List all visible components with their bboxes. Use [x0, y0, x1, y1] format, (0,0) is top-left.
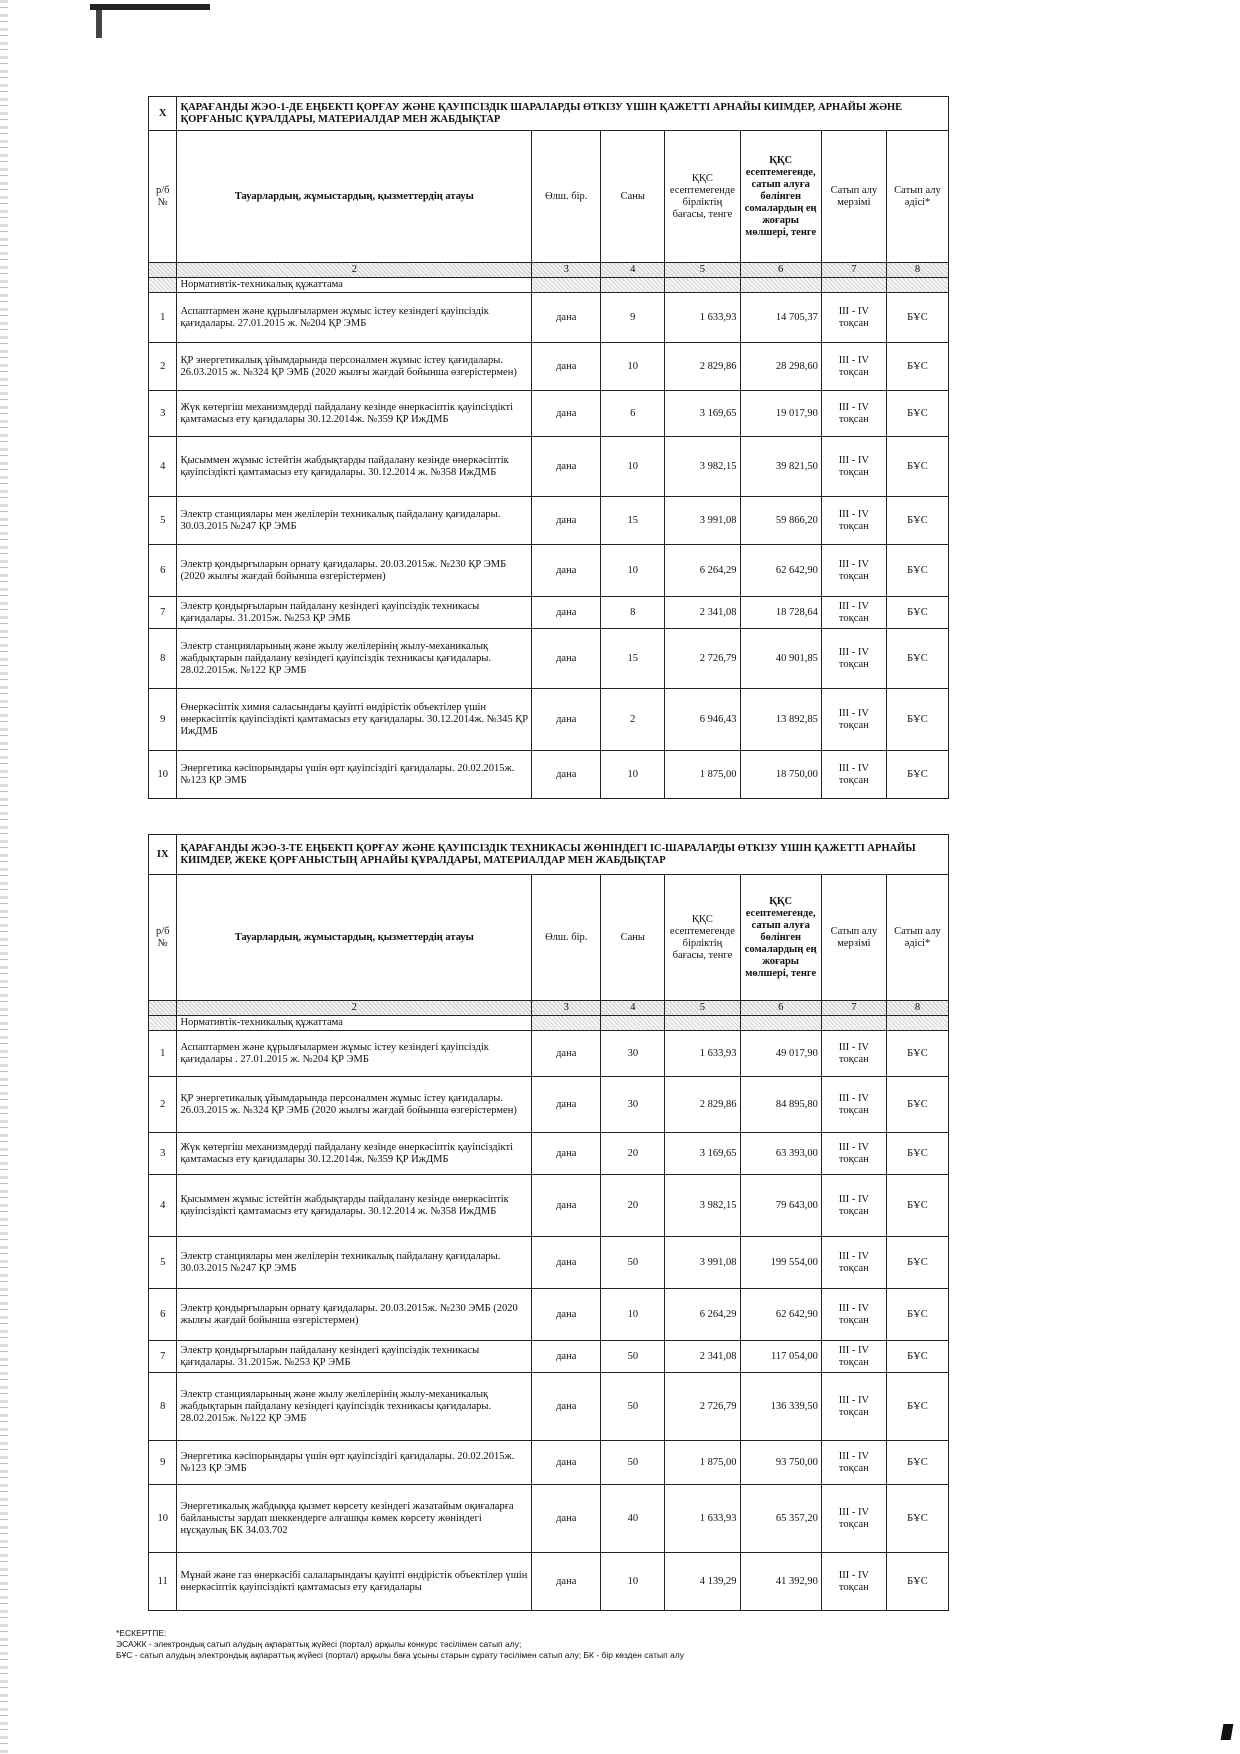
cell-unit: дана: [532, 545, 601, 597]
cell-qty: 6: [601, 391, 665, 437]
cell-term: III - IV тоқсан: [821, 545, 886, 597]
cell-method: БҰС: [886, 1077, 948, 1133]
cell-sum: 49 017,90: [740, 1031, 821, 1077]
footnote-line: ЭСАЖК - электрондық сатып алудың ақпараттық жүйесі (портал) арқылы конкурс тәсілімен сатып алу;: [116, 1639, 522, 1649]
cell-unit: дана: [532, 1341, 601, 1373]
cell-name: Аспаптармен және құрылғылармен жұмыс істеу кезіндегі қауіпсіздік қағидалары . 27.01.2015 ж. №204 ҚР ЭМБ: [177, 1031, 532, 1077]
cell-term: III - IV тоқсан: [821, 1341, 886, 1373]
cell-qty: 10: [601, 1553, 665, 1611]
cell-qty: 50: [601, 1441, 665, 1485]
cell-term: III - IV тоқсан: [821, 629, 886, 689]
cell-unit: дана: [532, 1237, 601, 1289]
cell-name: Электр станцияларының және жылу желілерінің жылу-механикалық жабдықтарын пайдалану кезіндегі қауіпсіздік техникасы қағидалары. 28.02.2015ж. №122 ҚР ЭМБ: [177, 1373, 532, 1441]
cell-n: 6: [149, 1289, 177, 1341]
cell-sum: 41 392,90: [740, 1553, 821, 1611]
cell-price: 6 946,43: [665, 689, 740, 751]
index-cell: 7: [821, 263, 886, 278]
index-cell: 7: [821, 1001, 886, 1016]
cell-term: III - IV тоқсан: [821, 437, 886, 497]
cell-sum: 136 339,50: [740, 1373, 821, 1441]
subheader-blank: [665, 278, 740, 293]
cell-name: Аспаптармен және құрылғылармен жұмыс істеу кезіндегі қауіпсіздік қағидалары. 27.01.2015 ж. №204 ҚР ЭМБ: [177, 293, 532, 343]
subheader-blank: [886, 278, 948, 293]
cell-n: 7: [149, 1341, 177, 1373]
table-row: [149, 437, 949, 497]
cell-name: Электр қондырғыларын орнату қағидалары. 20.03.2015ж. №230 ҚР ЭМБ (2020 жылғы жағдай бойынша өзгерістермен): [177, 545, 532, 597]
cell-unit: дана: [532, 497, 601, 545]
scan-mark: [1221, 1724, 1234, 1740]
cell-n: 1: [149, 293, 177, 343]
cell-method: БҰС: [886, 689, 948, 751]
cell-method: БҰС: [886, 629, 948, 689]
header-term: Сатып алу мерзімі: [821, 875, 886, 1001]
header-method: Сатып алу әдісі*: [886, 131, 948, 263]
cell-qty: 40: [601, 1485, 665, 1553]
cell-name: Электр станциялары мен желілерін техникалық пайдалану қағидалары. 30.03.2015 №247 ҚР ЭМБ: [177, 497, 532, 545]
cell-method: БҰС: [886, 1031, 948, 1077]
cell-sum: 14 705,37: [740, 293, 821, 343]
cell-method: БҰС: [886, 437, 948, 497]
cell-term: III - IV тоқсан: [821, 1485, 886, 1553]
table-row: [149, 343, 949, 391]
cell-name: Электр қондырғыларын пайдалану кезіндегі қауіпсіздік техникасы қағидалары. 31.2015ж. №253 ҚР ЭМБ: [177, 597, 532, 629]
subheader-blank: [821, 278, 886, 293]
cell-method: БҰС: [886, 1237, 948, 1289]
cell-n: 2: [149, 1077, 177, 1133]
cell-qty: 20: [601, 1175, 665, 1237]
header-name: Тауарлардың, жұмыстардың, қызметтердің атауы: [177, 131, 532, 263]
cell-price: 1 875,00: [665, 1441, 740, 1485]
cell-term: III - IV тоқсан: [821, 1553, 886, 1611]
header-name: Тауарлардың, жұмыстардың, қызметтердің атауы: [177, 875, 532, 1001]
cell-n: 1: [149, 1031, 177, 1077]
cell-price: 3 991,08: [665, 497, 740, 545]
cell-price: 2 829,86: [665, 343, 740, 391]
header-price: ҚҚС есептемегенде бірліктің бағасы, тенге: [665, 875, 740, 1001]
header-unit: Өлш. бір.: [532, 875, 601, 1001]
cell-unit: дана: [532, 1485, 601, 1553]
cell-qty: 50: [601, 1373, 665, 1441]
footnotes: [116, 1628, 916, 1661]
table-row: [149, 293, 949, 343]
scan-mark: [90, 4, 210, 10]
table-row: [149, 1237, 949, 1289]
index-cell: [149, 263, 177, 278]
cell-name: Энергетика кәсіпорындары үшін өрт қауіпсіздігі қағидалары. 20.02.2015ж. №123 ҚР ЭМБ: [177, 1441, 532, 1485]
cell-method: БҰС: [886, 597, 948, 629]
index-cell: 6: [740, 1001, 821, 1016]
section-title: ҚАРАҒАНДЫ ЖЭО-1-ДЕ ЕҢБЕКТІ ҚОРҒАУ ЖӘНЕ ҚАУІПСІЗДІК ШАРАЛАРДЫ ӨТКІЗУ ҮШІН ҚАЖЕТТІ АРНАЙЫ КИІМДЕР, АРНАЙЫ ЖӘНЕ ҚОРҒАНЫС ҚҰРАЛДАРЫ, МАТЕРИАЛДАР МЕН ЖАБДЫҚТАР: [177, 97, 949, 131]
cell-method: БҰС: [886, 545, 948, 597]
cell-n: 3: [149, 391, 177, 437]
header-price: ҚҚС есептемегенде бірліктің бағасы, тенге: [665, 131, 740, 263]
subheader-blank: [821, 1016, 886, 1031]
index-cell: 5: [665, 263, 740, 278]
cell-unit: дана: [532, 1175, 601, 1237]
cell-name: Энергетика кәсіпорындары үшін өрт қауіпсіздігі қағидалары. 20.02.2015ж. №123 ҚР ЭМБ: [177, 751, 532, 799]
cell-unit: дана: [532, 437, 601, 497]
cell-term: III - IV тоқсан: [821, 1031, 886, 1077]
index-cell: 2: [177, 263, 532, 278]
subheader-blank: [740, 1016, 821, 1031]
cell-sum: 18 728,64: [740, 597, 821, 629]
cell-name: ҚР энергетикалық ұйымдарында персоналмен жұмыс істеу қағидалары. 26.03.2015 ж. №324 ҚР ЭМБ (2020 жылғы жағдай бойынша өзгерістермен): [177, 343, 532, 391]
cell-unit: дана: [532, 391, 601, 437]
cell-unit: дана: [532, 293, 601, 343]
cell-price: 2 341,08: [665, 597, 740, 629]
cell-sum: 19 017,90: [740, 391, 821, 437]
cell-qty: 15: [601, 497, 665, 545]
section-x-body: [149, 97, 949, 799]
subheader-blank: [532, 1016, 601, 1031]
cell-name: Мұнай және газ өнеркәсібі салаларындағы қауіпті өндірістік объектілер үшін өнеркәсіптік қауіпсіздікті қамтамасыз ету қағидалары: [177, 1553, 532, 1611]
cell-n: 8: [149, 1373, 177, 1441]
cell-unit: дана: [532, 1373, 601, 1441]
cell-term: III - IV тоқсан: [821, 1289, 886, 1341]
cell-qty: 50: [601, 1341, 665, 1373]
cell-price: 3 991,08: [665, 1237, 740, 1289]
cell-term: III - IV тоқсан: [821, 343, 886, 391]
header-sum: ҚҚС есептемегенде, сатып алуға бөлінген сомалардың ең жоғары мөлшері, тенге: [740, 875, 821, 1001]
cell-n: 6: [149, 545, 177, 597]
cell-sum: 117 054,00: [740, 1341, 821, 1373]
index-cell: 6: [740, 263, 821, 278]
subheader-blank: [886, 1016, 948, 1031]
cell-term: III - IV тоқсан: [821, 1373, 886, 1441]
cell-method: БҰС: [886, 497, 948, 545]
section-title: ҚАРАҒАНДЫ ЖЭО-3-ТЕ ЕҢБЕКТІ ҚОРҒАУ ЖӘНЕ ҚАУІПСІЗДІК ТЕХНИКАСЫ ЖӨНІНДЕГІ ІС-ШАРАЛАРДЫ ӨТКІЗУ ҮШІН ҚАЖЕТТІ АРНАЙЫ КИІМДЕР, ЖЕКЕ ҚОРҒАНЫСТЫҢ АРНАЙЫ ҚҰРАЛДАРЫ, МАТЕРИАЛДАР МЕН ЖАБДЫҚТАР: [177, 835, 949, 875]
cell-term: III - IV тоқсан: [821, 1237, 886, 1289]
subheader-blank: [532, 278, 601, 293]
cell-qty: 10: [601, 1289, 665, 1341]
index-cell: 4: [601, 1001, 665, 1016]
cell-price: 1 633,93: [665, 1485, 740, 1553]
cell-term: III - IV тоқсан: [821, 293, 886, 343]
cell-price: 1 633,93: [665, 1031, 740, 1077]
table-row: [149, 629, 949, 689]
cell-term: III - IV тоқсан: [821, 597, 886, 629]
cell-method: БҰС: [886, 391, 948, 437]
cell-qty: 10: [601, 545, 665, 597]
cell-method: БҰС: [886, 343, 948, 391]
subheader-label: Нормативтік-техникалық құжаттама: [177, 278, 532, 293]
footnote-line: БҰС - сатып алудың электрондық ақпараттық жүйесі (портал) арқылы баға ұсыны старын сұрату тәсілімен сатып алу; БК - бір көзден сатып алу: [116, 1650, 684, 1660]
table-row: [149, 545, 949, 597]
procurement-table-section-ix: [148, 834, 949, 1611]
subheader-blank: [149, 1016, 177, 1031]
cell-qty: 10: [601, 751, 665, 799]
cell-term: III - IV тоқсан: [821, 1133, 886, 1175]
cell-n: 2: [149, 343, 177, 391]
cell-price: 1 875,00: [665, 751, 740, 799]
cell-n: 5: [149, 1237, 177, 1289]
cell-n: 9: [149, 1441, 177, 1485]
cell-n: 4: [149, 1175, 177, 1237]
cell-term: III - IV тоқсан: [821, 689, 886, 751]
cell-n: 10: [149, 1485, 177, 1553]
index-cell: 5: [665, 1001, 740, 1016]
cell-name: Электр қондырғыларын пайдалану кезіндегі қауіпсіздік техникасы қағидалары. 31.2015ж. №253 ҚР ЭМБ: [177, 1341, 532, 1373]
cell-sum: 199 554,00: [740, 1237, 821, 1289]
cell-qty: 9: [601, 293, 665, 343]
cell-sum: 39 821,50: [740, 437, 821, 497]
cell-unit: дана: [532, 1553, 601, 1611]
cell-name: Жүк көтергіш механизмдерді пайдалану кезінде өнеркәсіптік қауіпсіздікті қамтамасыз ету қағидалары 30.12.2014ж. №359 ҚР ИжДМБ: [177, 1133, 532, 1175]
cell-price: 3 169,65: [665, 391, 740, 437]
cell-sum: 65 357,20: [740, 1485, 821, 1553]
cell-price: 6 264,29: [665, 545, 740, 597]
cell-qty: 10: [601, 437, 665, 497]
cell-method: БҰС: [886, 1289, 948, 1341]
cell-name: ҚР энергетикалық ұйымдарында персоналмен жұмыс істеу қағидалары. 26.03.2015 ж. №324 ҚР ЭМБ (2020 жылғы жағдай бойынша өзгерістермен): [177, 1077, 532, 1133]
cell-price: 2 726,79: [665, 1373, 740, 1441]
cell-qty: 50: [601, 1237, 665, 1289]
cell-price: 3 982,15: [665, 437, 740, 497]
cell-price: 3 982,15: [665, 1175, 740, 1237]
cell-method: БҰС: [886, 1133, 948, 1175]
cell-term: III - IV тоқсан: [821, 497, 886, 545]
index-cell: [149, 1001, 177, 1016]
cell-qty: 2: [601, 689, 665, 751]
section-code: X: [149, 97, 177, 131]
cell-sum: 63 393,00: [740, 1133, 821, 1175]
cell-qty: 10: [601, 343, 665, 391]
scan-mark: [96, 10, 102, 38]
header-unit: Өлш. бір.: [532, 131, 601, 263]
cell-term: III - IV тоқсан: [821, 391, 886, 437]
cell-n: 11: [149, 1553, 177, 1611]
cell-name: Энергетикалық жабдыққа қызмет көрсету кезіндегі жазатайым оқиғаларға байланысты зардап шеккендерге алғашқы көмек көрсету жөніндегі нұсқаулық БК 34.03.702: [177, 1485, 532, 1553]
table-row: [149, 1077, 949, 1133]
cell-method: БҰС: [886, 1175, 948, 1237]
index-cell: 4: [601, 263, 665, 278]
cell-method: БҰС: [886, 1341, 948, 1373]
subheader-blank: [665, 1016, 740, 1031]
table-row: [149, 1373, 949, 1441]
cell-sum: 62 642,90: [740, 545, 821, 597]
cell-sum: 62 642,90: [740, 1289, 821, 1341]
cell-unit: дана: [532, 629, 601, 689]
footnote-title: *ЕСКЕРТПЕ:: [116, 1628, 167, 1638]
cell-price: 2 341,08: [665, 1341, 740, 1373]
table-row: [149, 1485, 949, 1553]
cell-price: 2 829,86: [665, 1077, 740, 1133]
cell-term: III - IV тоқсан: [821, 751, 886, 799]
cell-term: III - IV тоқсан: [821, 1077, 886, 1133]
cell-qty: 8: [601, 597, 665, 629]
cell-sum: 40 901,85: [740, 629, 821, 689]
cell-name: Электр қондырғыларын орнату қағидалары. 20.03.2015ж. №230 ЭМБ (2020 жылғы жағдай бойынша өзгерістермен): [177, 1289, 532, 1341]
cell-name: Электр станцияларының және жылу желілерінің жылу-механикалық жабдықтарын пайдалану кезіндегі қауіпсіздік техникасы қағидалары. 28.02.2015ж. №122 ҚР ЭМБ: [177, 629, 532, 689]
cell-name: Қысыммен жұмыс істейтін жабдықтарды пайдалану кезінде өнеркәсіптік қауіпсіздікті қамтамасыз ету қағидалары. 30.12.2014 ж. №358 ИжДМБ: [177, 437, 532, 497]
header-qty: Саны: [601, 131, 665, 263]
index-cell: 3: [532, 263, 601, 278]
table-row: [149, 391, 949, 437]
cell-method: БҰС: [886, 293, 948, 343]
cell-sum: 84 895,80: [740, 1077, 821, 1133]
cell-qty: 30: [601, 1031, 665, 1077]
cell-name: Өнеркәсіптік химия саласындағы қауіпті өндірістік объектілер үшін өнеркәсіптік қауіпсіздікті қамтамасыз ету қағидалары. 30.12.2014ж. №345 ҚР ИжДМБ: [177, 689, 532, 751]
table-row: [149, 1553, 949, 1611]
table-row: [149, 1133, 949, 1175]
section-ix-body: [149, 835, 949, 1611]
procurement-table-section-x: [148, 96, 949, 799]
cell-unit: дана: [532, 1077, 601, 1133]
cell-n: 5: [149, 497, 177, 545]
cell-sum: 59 866,20: [740, 497, 821, 545]
table-row: [149, 1289, 949, 1341]
cell-unit: дана: [532, 1441, 601, 1485]
cell-sum: 13 892,85: [740, 689, 821, 751]
section-code: IX: [149, 835, 177, 875]
cell-name: Электр станциялары мен желілерін техникалық пайдалану қағидалары. 30.03.2015 №247 ҚР ЭМБ: [177, 1237, 532, 1289]
cell-name: Қысыммен жұмыс істейтін жабдықтарды пайдалану кезінде өнеркәсіптік қауіпсіздікті қамтамасыз ету қағидалары. 30.12.2014 ж. №358 ИжДМБ: [177, 1175, 532, 1237]
cell-price: 6 264,29: [665, 1289, 740, 1341]
cell-unit: дана: [532, 1031, 601, 1077]
table-row: [149, 1341, 949, 1373]
cell-qty: 30: [601, 1077, 665, 1133]
table-row: [149, 1175, 949, 1237]
cell-unit: дана: [532, 689, 601, 751]
header-qty: Саны: [601, 875, 665, 1001]
subheader-label: Нормативтік-техникалық құжаттама: [177, 1016, 532, 1031]
cell-price: 1 633,93: [665, 293, 740, 343]
cell-sum: 28 298,60: [740, 343, 821, 391]
table-row: [149, 1031, 949, 1077]
header-num: р/б №: [149, 131, 177, 263]
index-cell: 8: [886, 263, 948, 278]
index-cell: 8: [886, 1001, 948, 1016]
header-term: Сатып алу мерзімі: [821, 131, 886, 263]
cell-n: 3: [149, 1133, 177, 1175]
cell-term: III - IV тоқсан: [821, 1441, 886, 1485]
subheader-blank: [740, 278, 821, 293]
cell-unit: дана: [532, 751, 601, 799]
header-sum: ҚҚС есептемегенде, сатып алуға бөлінген сомалардың ең жоғары мөлшері, тенге: [740, 131, 821, 263]
cell-method: БҰС: [886, 1373, 948, 1441]
scan-edge: [0, 0, 8, 1754]
table-row: [149, 751, 949, 799]
table-row: [149, 597, 949, 629]
cell-price: 3 169,65: [665, 1133, 740, 1175]
cell-n: 9: [149, 689, 177, 751]
subheader-blank: [601, 1016, 665, 1031]
cell-method: БҰС: [886, 1553, 948, 1611]
cell-n: 10: [149, 751, 177, 799]
subheader-blank: [149, 278, 177, 293]
table-row: [149, 497, 949, 545]
cell-method: БҰС: [886, 1485, 948, 1553]
cell-price: 4 139,29: [665, 1553, 740, 1611]
index-cell: 2: [177, 1001, 532, 1016]
table-row: [149, 1441, 949, 1485]
cell-name: Жүк көтергіш механизмдерді пайдалану кезінде өнеркәсіптік қауіпсіздікті қамтамасыз ету қағидалары 30.12.2014ж. №359 ҚР ИжДМБ: [177, 391, 532, 437]
cell-sum: 93 750,00: [740, 1441, 821, 1485]
cell-term: III - IV тоқсан: [821, 1175, 886, 1237]
cell-unit: дана: [532, 1133, 601, 1175]
subheader-blank: [601, 278, 665, 293]
cell-n: 4: [149, 437, 177, 497]
header-num: р/б №: [149, 875, 177, 1001]
cell-qty: 20: [601, 1133, 665, 1175]
cell-n: 8: [149, 629, 177, 689]
cell-price: 2 726,79: [665, 629, 740, 689]
cell-method: БҰС: [886, 751, 948, 799]
header-method: Сатып алу әдісі*: [886, 875, 948, 1001]
cell-method: БҰС: [886, 1441, 948, 1485]
cell-unit: дана: [532, 1289, 601, 1341]
cell-qty: 15: [601, 629, 665, 689]
index-cell: 3: [532, 1001, 601, 1016]
cell-sum: 79 643,00: [740, 1175, 821, 1237]
cell-sum: 18 750,00: [740, 751, 821, 799]
cell-unit: дана: [532, 343, 601, 391]
cell-n: 7: [149, 597, 177, 629]
table-row: [149, 689, 949, 751]
cell-unit: дана: [532, 597, 601, 629]
